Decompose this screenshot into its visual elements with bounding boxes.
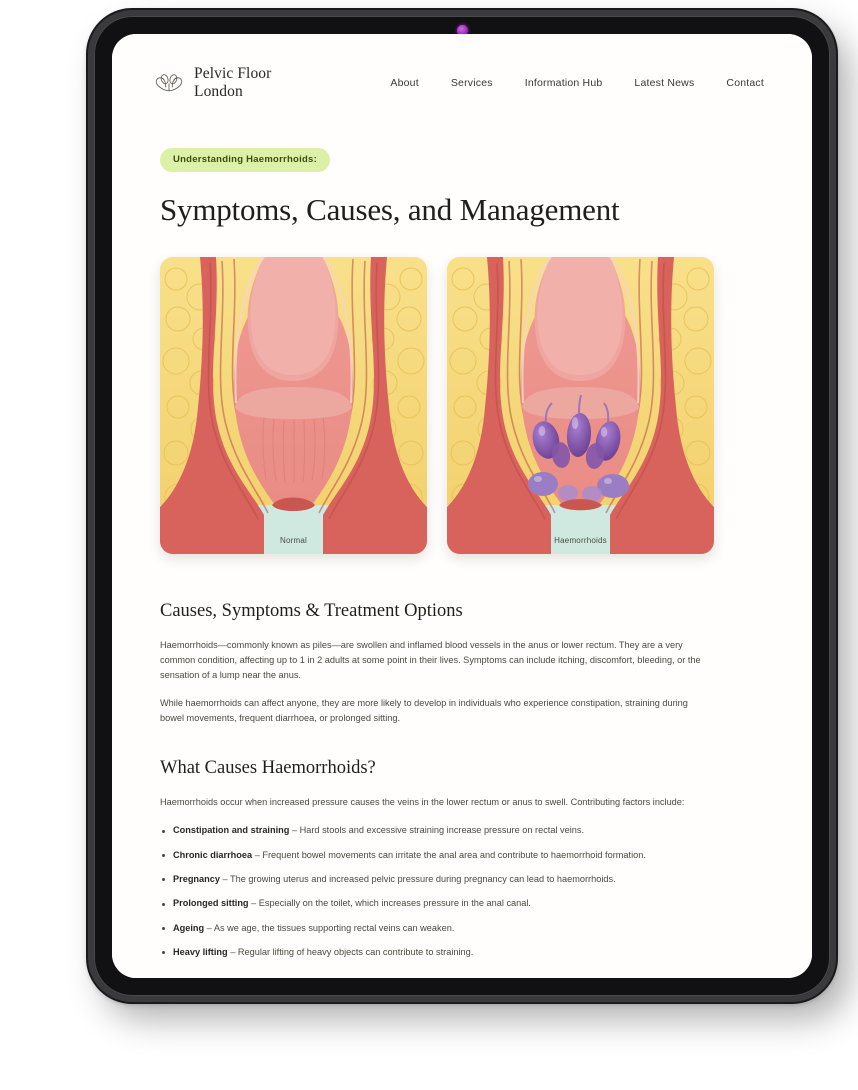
figure-group: [160, 257, 764, 554]
site-header: [112, 34, 812, 106]
nav-item-services[interactable]: Services: [450, 77, 493, 89]
nav-item-contact[interactable]: Contact: [726, 77, 764, 89]
list-item: [160, 849, 764, 863]
device-bezel: [94, 16, 830, 996]
nav-item-about[interactable]: About: [390, 77, 419, 89]
factor-term: Constipation and straining: [173, 825, 290, 836]
nav-item-information-hub[interactable]: Information Hub: [524, 77, 603, 89]
factor-text: – Especially on the toilet, which increases pressure in the anal canal.: [251, 898, 531, 909]
brand-name: [194, 65, 271, 100]
device-screen: [112, 34, 812, 978]
factor-text: – As we age, the tissues supporting rectal veins can weaken.: [206, 922, 455, 933]
nav-item-latest-news[interactable]: Latest News: [634, 77, 695, 89]
list-item: [160, 824, 764, 838]
factors-list: [160, 824, 764, 959]
list-item: [160, 946, 764, 960]
figure-caption: Normal: [280, 535, 307, 545]
factor-text: – Hard stools and excessive straining increase pressure on rectal veins.: [291, 825, 585, 836]
section-heading-causes-symptoms: Causes, Symptoms & Treatment Options: [160, 600, 463, 621]
web-page: [112, 34, 812, 978]
tablet-device-frame: [88, 10, 836, 1002]
factor-term: Chronic diarrhoea: [173, 849, 253, 860]
paragraph-factors-intro: Haemorrhoids occur when increased pressure causes the veins in the lower rectum or anus to swell. Contributing factors include:: [160, 797, 685, 808]
article-content: [112, 106, 812, 960]
figure-haemorrhoids: [447, 257, 714, 554]
brand-name-line2: London: [194, 83, 243, 100]
brand-name-line1: Pelvic Floor: [194, 65, 272, 83]
factor-term: Pregnancy: [173, 873, 220, 884]
factor-term: Heavy lifting: [173, 946, 228, 957]
figure-normal: [160, 257, 427, 554]
section-heading-what-causes: What Causes Haemorrhoids?: [160, 758, 376, 779]
paragraph-risk: While haemorrhoids can affect anyone, they are more likely to develop in individuals who experience constipation, straining during bowel movements, frequent diarrhoea, or prolonged sitting.: [160, 697, 688, 723]
brand-logo[interactable]: [154, 65, 271, 100]
list-item: [160, 922, 764, 936]
factor-text: – The growing uterus and increased pelvic pressure during pregnancy can lead to haemorrhoids.: [222, 873, 616, 884]
main-navigation: [390, 77, 770, 89]
page-title: Symptoms, Causes, and Management: [160, 192, 620, 227]
factor-text: – Frequent bowel movements can irritate the anal area and contribute to haemorrhoid formation.: [254, 849, 646, 860]
paragraph-intro: Haemorrhoids—commonly known as piles—are swollen and inflamed blood vessels in the anus or lower rectum. They are a very common condition, affecting up to 1 in 2 adults at some point in their lives. Symptoms can include itching, discomfort, bleeding, or the sensation of a lump near the anus.: [160, 639, 701, 680]
figure-caption: Haemorrhoids: [554, 535, 607, 545]
factor-term: Ageing: [173, 922, 205, 933]
eyebrow-badge: Understanding Haemorrhoids:: [160, 148, 330, 172]
pelvic-floor-logo-icon: [154, 68, 184, 98]
factor-text: – Regular lifting of heavy objects can contribute to straining.: [230, 946, 474, 957]
list-item: [160, 873, 764, 887]
factor-term: Prolonged sitting: [173, 898, 249, 909]
list-item: [160, 897, 764, 911]
